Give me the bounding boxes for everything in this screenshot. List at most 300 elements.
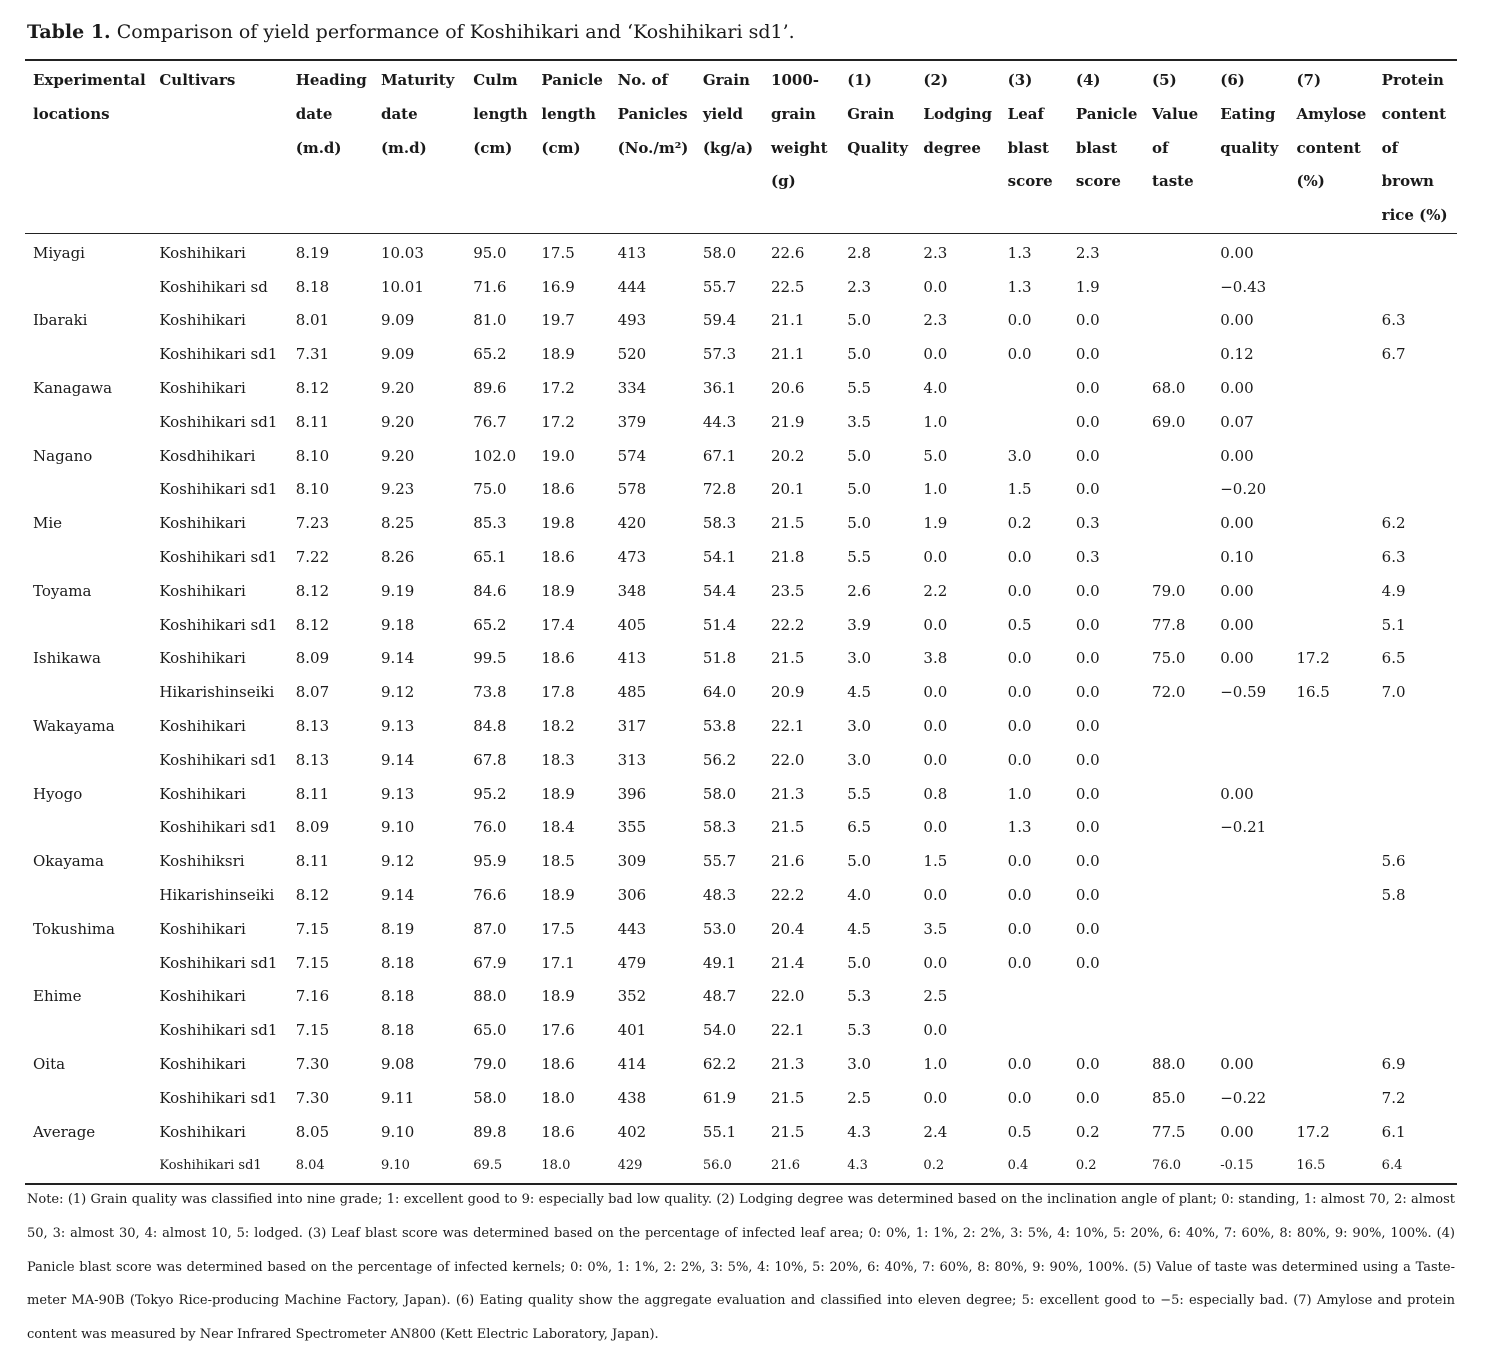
table-cell [1144,304,1212,338]
table-cell: 2.6 [847,581,872,600]
table-cell: 76.7 [473,412,507,431]
table-cell: 5.3 [847,1021,872,1040]
table-cell: 22.2 [771,615,805,634]
cultivar-cell: Koshihikari [159,514,246,533]
location-cell: Tokushima [33,919,115,938]
cultivar-cell: Koshihikari sd1 [159,1088,278,1107]
table-cell [1288,371,1373,405]
table-cell [1144,946,1212,980]
cultivar-cell: Koshihikari [159,919,246,938]
table-cell: 3.5 [847,412,872,431]
table-cell [1212,912,1288,946]
table-cell: 5.0 [847,852,872,871]
table-cell: 77.5 [1152,1122,1186,1141]
table-cell: 9.14 [380,649,415,668]
table-cell: 479 [617,953,647,972]
table-cell: 438 [617,1088,647,1107]
location-cell [25,1149,151,1184]
table-cell [1374,270,1457,304]
table-row [25,1047,1457,1081]
column-header [610,60,695,233]
column-header-line: Leaf [1007,104,1044,123]
table-cell: 54.1 [702,548,737,567]
table-cell: 18.6 [541,1122,575,1141]
table-cell: 0.0 [923,953,948,972]
table-cell: 65.1 [473,548,507,567]
column-header [533,60,609,233]
table-cell: 0.0 [923,615,948,634]
column-header-line: Lodging [923,104,993,123]
table-cell: 76.0 [473,818,507,837]
table-cell: 21.5 [771,1088,805,1107]
location-cell: Ehime [33,987,82,1006]
table-body [25,233,1457,1183]
table-cell: 355 [617,818,647,837]
table-cell: 1.3 [1007,243,1032,262]
column-header-line: (cm) [541,138,581,157]
table-cell: 6.3 [1381,548,1406,567]
table-cell: 9.14 [380,750,415,769]
column-header [1212,60,1288,233]
table-cell: 0.0 [1075,750,1100,769]
table-cell [1288,270,1373,304]
table-row [25,912,1457,946]
table-cell: 1.0 [923,412,948,431]
location-cell: Kanagawa [33,379,113,398]
table-cell: 6.2 [1381,514,1406,533]
table-cell: 0.10 [1220,548,1254,567]
table-cell: 1.0 [923,1055,948,1073]
table-cell: 20.4 [771,919,805,938]
table-cell [1144,540,1212,574]
table-cell: 64.0 [702,683,737,702]
table-cell: 348 [617,581,647,600]
table-cell: 396 [617,784,647,803]
table-cell: 69.0 [1152,412,1186,431]
table-cell: 8.19 [295,243,330,262]
table-cell [1288,709,1373,743]
table-cell [1144,844,1212,878]
table-cell: 313 [617,750,647,769]
table-cell: 21.1 [771,311,805,330]
column-header-line: (7) [1296,71,1322,89]
table-cell: 5.5 [847,784,872,803]
table-row [25,574,1457,608]
table-cell: 2.2 [923,581,948,600]
table-cell: 17.5 [541,919,575,938]
table-cell: 1.0 [1007,784,1032,803]
table-cell: 5.0 [847,480,872,499]
cultivar-cell: Koshihikari sd1 [159,345,278,364]
location-cell: Hyogo [33,784,83,803]
table-row [25,1149,1457,1184]
table-cell: 413 [617,243,647,262]
table-cell: 2.3 [923,311,948,330]
table-cell: 0.2 [1068,1149,1144,1184]
table-cell: 21.8 [771,548,805,567]
table-cell: 18.3 [541,750,575,769]
table-cell: 0.0 [1075,615,1100,634]
table-cell: 1.0 [923,480,948,499]
table-cell: 2.4 [923,1122,948,1141]
location-cell [25,270,151,304]
header-row [25,60,1457,233]
table-cell: 48.3 [702,886,737,905]
table-cell: 3.8 [923,649,948,668]
table-cell: 18.4 [541,818,575,837]
table-cell: 0.0 [1007,311,1032,330]
table-cell: 5.0 [847,514,872,533]
column-header [1374,60,1457,233]
table-cell: 4.3 [839,1149,915,1184]
table-title: Comparison of yield performance of Koshihikari and ‘Koshihikari sd1’. [116,21,795,43]
table-cell: 17.2 [541,412,575,431]
table-cell: 18.6 [541,548,575,567]
table-cell: 21.1 [771,345,805,364]
table-cell: 9.18 [380,615,415,634]
table-cell: 8.11 [295,784,330,803]
table-cell: 2.3 [923,243,948,262]
table-cell: 444 [617,277,647,296]
column-header-line: (g) [771,172,796,191]
table-cell: 0.0 [1007,649,1032,668]
table-cell: 0.0 [1075,818,1100,837]
table-cell: 0.0 [923,345,948,364]
table-cell [1288,304,1373,338]
table-cell: 5.0 [923,446,948,465]
table-row [25,675,1457,709]
table-cell: 7.16 [295,987,330,1006]
table-cell: 18.6 [541,1055,575,1073]
location-cell: Nagano [33,446,93,465]
table-cell: 3.0 [1007,446,1032,465]
column-header-line: (1) [847,71,872,89]
column-header [1288,60,1373,233]
table-cell: 8.12 [295,886,330,905]
table-cell: 16.5 [1288,1149,1373,1184]
table-cell: 0.3 [1075,548,1100,567]
location-cell [25,540,151,574]
location-cell [25,1081,151,1115]
column-header [1000,60,1068,233]
table-cell [1144,811,1212,845]
location-cell: Mie [33,514,63,533]
table-cell: 19.0 [541,446,575,465]
table-cell [1068,1013,1144,1047]
table-cell: 21.6 [771,852,805,871]
location-cell [25,743,151,777]
table-cell: 0.00 [1220,649,1254,668]
table-cell [1374,811,1457,845]
table-cell [1144,473,1212,507]
table-cell: 21.3 [771,784,805,803]
table-cell: 23.5 [771,581,805,600]
table-cell: 0.0 [923,548,948,567]
table-cell [1374,980,1457,1014]
table-cell: 8.10 [295,446,330,465]
table-cell: 16.9 [541,277,575,296]
table-cell: 9.10 [380,818,415,837]
table-cell: 0.0 [1007,886,1032,905]
table-cell [1374,371,1457,405]
table-cell: 9.10 [380,1122,415,1141]
table-cell: 0.0 [923,886,948,905]
table-cell: 405 [617,615,647,634]
table-cell: 55.1 [702,1122,737,1141]
column-header-line: Grain [847,104,895,123]
table-cell: 443 [617,919,647,938]
column-header-line: of [1152,138,1169,157]
table-cell: 0.0 [1075,649,1100,668]
cultivar-cell: Koshihikari sd1 [159,412,278,431]
cultivar-cell: Koshihikari [159,649,246,668]
table-cell: 20.6 [771,379,805,398]
column-header-line: 1000- [771,71,819,89]
table-cell [1374,709,1457,743]
table-cell: 578 [617,480,647,499]
table-cell: 3.0 [847,717,872,736]
table-cell [1288,473,1373,507]
table-cell: 6.5 [1381,649,1406,668]
table-cell: 9.13 [380,784,415,803]
column-header [839,60,915,233]
column-header [1068,60,1144,233]
table-cell: 77.8 [1152,615,1186,634]
table-cell: 18.9 [541,581,575,600]
table-cell: 8.12 [295,379,330,398]
table-cell: 8.13 [295,717,330,736]
table-cell: 0.5 [1007,615,1032,634]
table-cell: 88.0 [1152,1055,1186,1073]
column-header-line: rice (%) [1381,206,1448,225]
table-cell: 19.8 [541,514,575,533]
cultivar-cell: Koshihikari [159,1122,246,1141]
table-row [25,304,1457,338]
table-cell: 9.19 [380,581,415,600]
column-header-line: blast [1007,138,1049,157]
table-cell: 3.0 [847,1055,872,1073]
table-cell: 84.8 [473,717,507,736]
table-cell: 22.0 [771,750,805,769]
column-header-line: (kg/a) [702,138,754,157]
column-header-line: Protein [1381,71,1444,89]
column-header-line: grain [771,104,816,123]
table-cell: 61.9 [702,1088,737,1107]
table-cell: 8.05 [295,1122,330,1141]
table-cell: 8.01 [295,311,330,330]
table-cell [1374,473,1457,507]
table-cell: 0.2 [1075,1122,1100,1141]
column-header-line: taste [1152,172,1194,191]
table-row [25,337,1457,371]
table-cell: 49.1 [702,953,737,972]
table-cell: 0.00 [1220,379,1254,398]
table-cell [1000,980,1068,1014]
table-cell [1144,233,1212,269]
table-cell: 18.0 [541,1088,575,1107]
column-header-line: score [1007,172,1053,191]
table-cell: 18.0 [533,1149,609,1184]
column-header [465,60,533,233]
table-row [25,473,1457,507]
table-cell: 0.0 [1007,683,1032,702]
table-cell: 9.20 [380,446,415,465]
cultivar-cell: Koshihikari sd [159,277,268,296]
table-cell: 7.15 [295,953,330,972]
column-header [373,60,465,233]
table-cell: −0.21 [1220,818,1267,837]
table-cell: 8.12 [295,615,330,634]
column-header-line: degree [923,138,981,157]
table-cell: 67.8 [473,750,507,769]
table-cell: 8.11 [295,852,330,871]
column-header-line: (6) [1220,71,1245,89]
table-cell: 8.07 [295,683,330,702]
table-cell: 56.0 [695,1149,763,1184]
table-cell: 8.26 [380,548,415,567]
table-cell: 4.0 [923,379,948,398]
table-cell: 0.2 [1007,514,1032,533]
table-cell: 0.07 [1220,412,1254,431]
table-cell: 0.0 [1075,446,1100,465]
location-cell: Toyama [33,581,92,600]
table-cell: 17.5 [541,243,575,262]
table-cell: 5.6 [1381,852,1406,871]
table-cell: 9.12 [380,852,415,871]
table-cell: 65.2 [473,615,507,634]
location-cell [25,1013,151,1047]
table-cell: 0.0 [923,1021,948,1040]
table-cell: 5.0 [847,953,872,972]
column-header-line: quality [1220,138,1279,157]
table-cell: 8.13 [295,750,330,769]
column-header [1144,60,1212,233]
table-cell: 57.3 [702,345,737,364]
table-cell [1288,1047,1373,1081]
table-cell: 21.6 [763,1149,839,1184]
table-cell: 0.0 [1007,345,1032,364]
table-cell: 81.0 [473,311,507,330]
table-label: Table 1. [27,21,111,43]
table-cell: 68.0 [1152,379,1186,398]
table-cell: 5.5 [847,548,872,567]
table-row [25,980,1457,1014]
table-row [25,1081,1457,1115]
cultivar-cell: Koshihikari sd1 [159,818,278,837]
table-cell: 317 [617,717,647,736]
table-cell: 0.0 [1075,311,1100,330]
location-cell [25,337,151,371]
location-cell: Oita [33,1055,66,1073]
table-cell [1144,506,1212,540]
table-cell: 6.5 [847,818,872,837]
table-cell: 520 [617,345,647,364]
table-cell: 89.8 [473,1122,507,1141]
table-cell: 95.2 [473,784,507,803]
column-header-line: Eating [1220,104,1276,123]
table-cell: 473 [617,548,647,567]
table-cell [1374,1013,1457,1047]
table-cell: 4.5 [847,683,872,702]
table-cell [1288,811,1373,845]
table-cell: 75.0 [1152,649,1186,668]
table-cell: 18.2 [541,717,575,736]
table-row [25,1115,1457,1149]
table-cell: 58.3 [702,514,737,533]
table-cell: 6.9 [1381,1055,1406,1073]
table-cell [1212,878,1288,912]
table-cell [1144,709,1212,743]
table-cell: 7.31 [295,345,330,364]
table-cell [1374,912,1457,946]
table-cell: 72.8 [702,480,737,499]
cultivar-cell: Koshihikari sd1 [159,1021,278,1040]
table-cell [1374,777,1457,811]
cultivar-cell: Koshihikari sd1 [159,480,278,499]
table-cell [1288,608,1373,642]
table-cell [1288,337,1373,371]
column-header-line: length [473,104,528,123]
table-cell: 0.0 [1075,919,1100,938]
table-row [25,233,1457,269]
table-cell [1212,844,1288,878]
table-cell: 1.3 [1007,277,1032,296]
table-cell: 6.7 [1381,345,1406,364]
table-cell [1374,743,1457,777]
table-cell: 2.3 [1075,243,1100,262]
table-cell: 0.00 [1220,784,1254,803]
location-cell: Ibaraki [33,311,88,330]
table-cell [1212,1013,1288,1047]
table-cell: 1.3 [1007,818,1032,837]
table-cell: 67.9 [473,953,507,972]
table-cell: 59.4 [702,311,737,330]
table-cell: 9.20 [380,379,415,398]
table-cell: 0.00 [1220,311,1254,330]
table-cell [1212,980,1288,1014]
table-cell: 0.0 [923,277,948,296]
table-cell: 56.2 [702,750,737,769]
table-cell [1000,1013,1068,1047]
table-cell: 17.4 [541,615,575,634]
table-cell: 22.5 [771,277,805,296]
table-cell: 2.3 [847,277,872,296]
table-cell: 4.3 [847,1122,872,1141]
table-cell [1144,777,1212,811]
table-cell [1288,1013,1373,1047]
table-cell: 306 [617,886,647,905]
table-cell [1288,1081,1373,1115]
table-cell: 485 [617,683,647,702]
column-header-line: Quality [847,138,908,157]
column-header-line: of [1381,138,1399,157]
table-cell: 18.6 [541,649,575,668]
cultivar-cell: Koshihikari [159,717,246,736]
table-cell: 17.2 [1296,649,1330,668]
table-cell: 9.08 [380,1055,415,1073]
column-header-line: yield [702,104,743,123]
column-header-line: (m.d) [295,138,342,157]
table-cell: 65.2 [473,345,507,364]
table-cell [1288,540,1373,574]
table-cell: 3.9 [847,615,872,634]
cultivar-cell: Koshihikari sd1 [159,615,278,634]
column-header [151,60,287,233]
table-cell: 71.6 [473,277,507,296]
table-cell: 55.7 [702,852,737,871]
table-cell [1374,946,1457,980]
table-cell: 54.0 [702,1021,737,1040]
